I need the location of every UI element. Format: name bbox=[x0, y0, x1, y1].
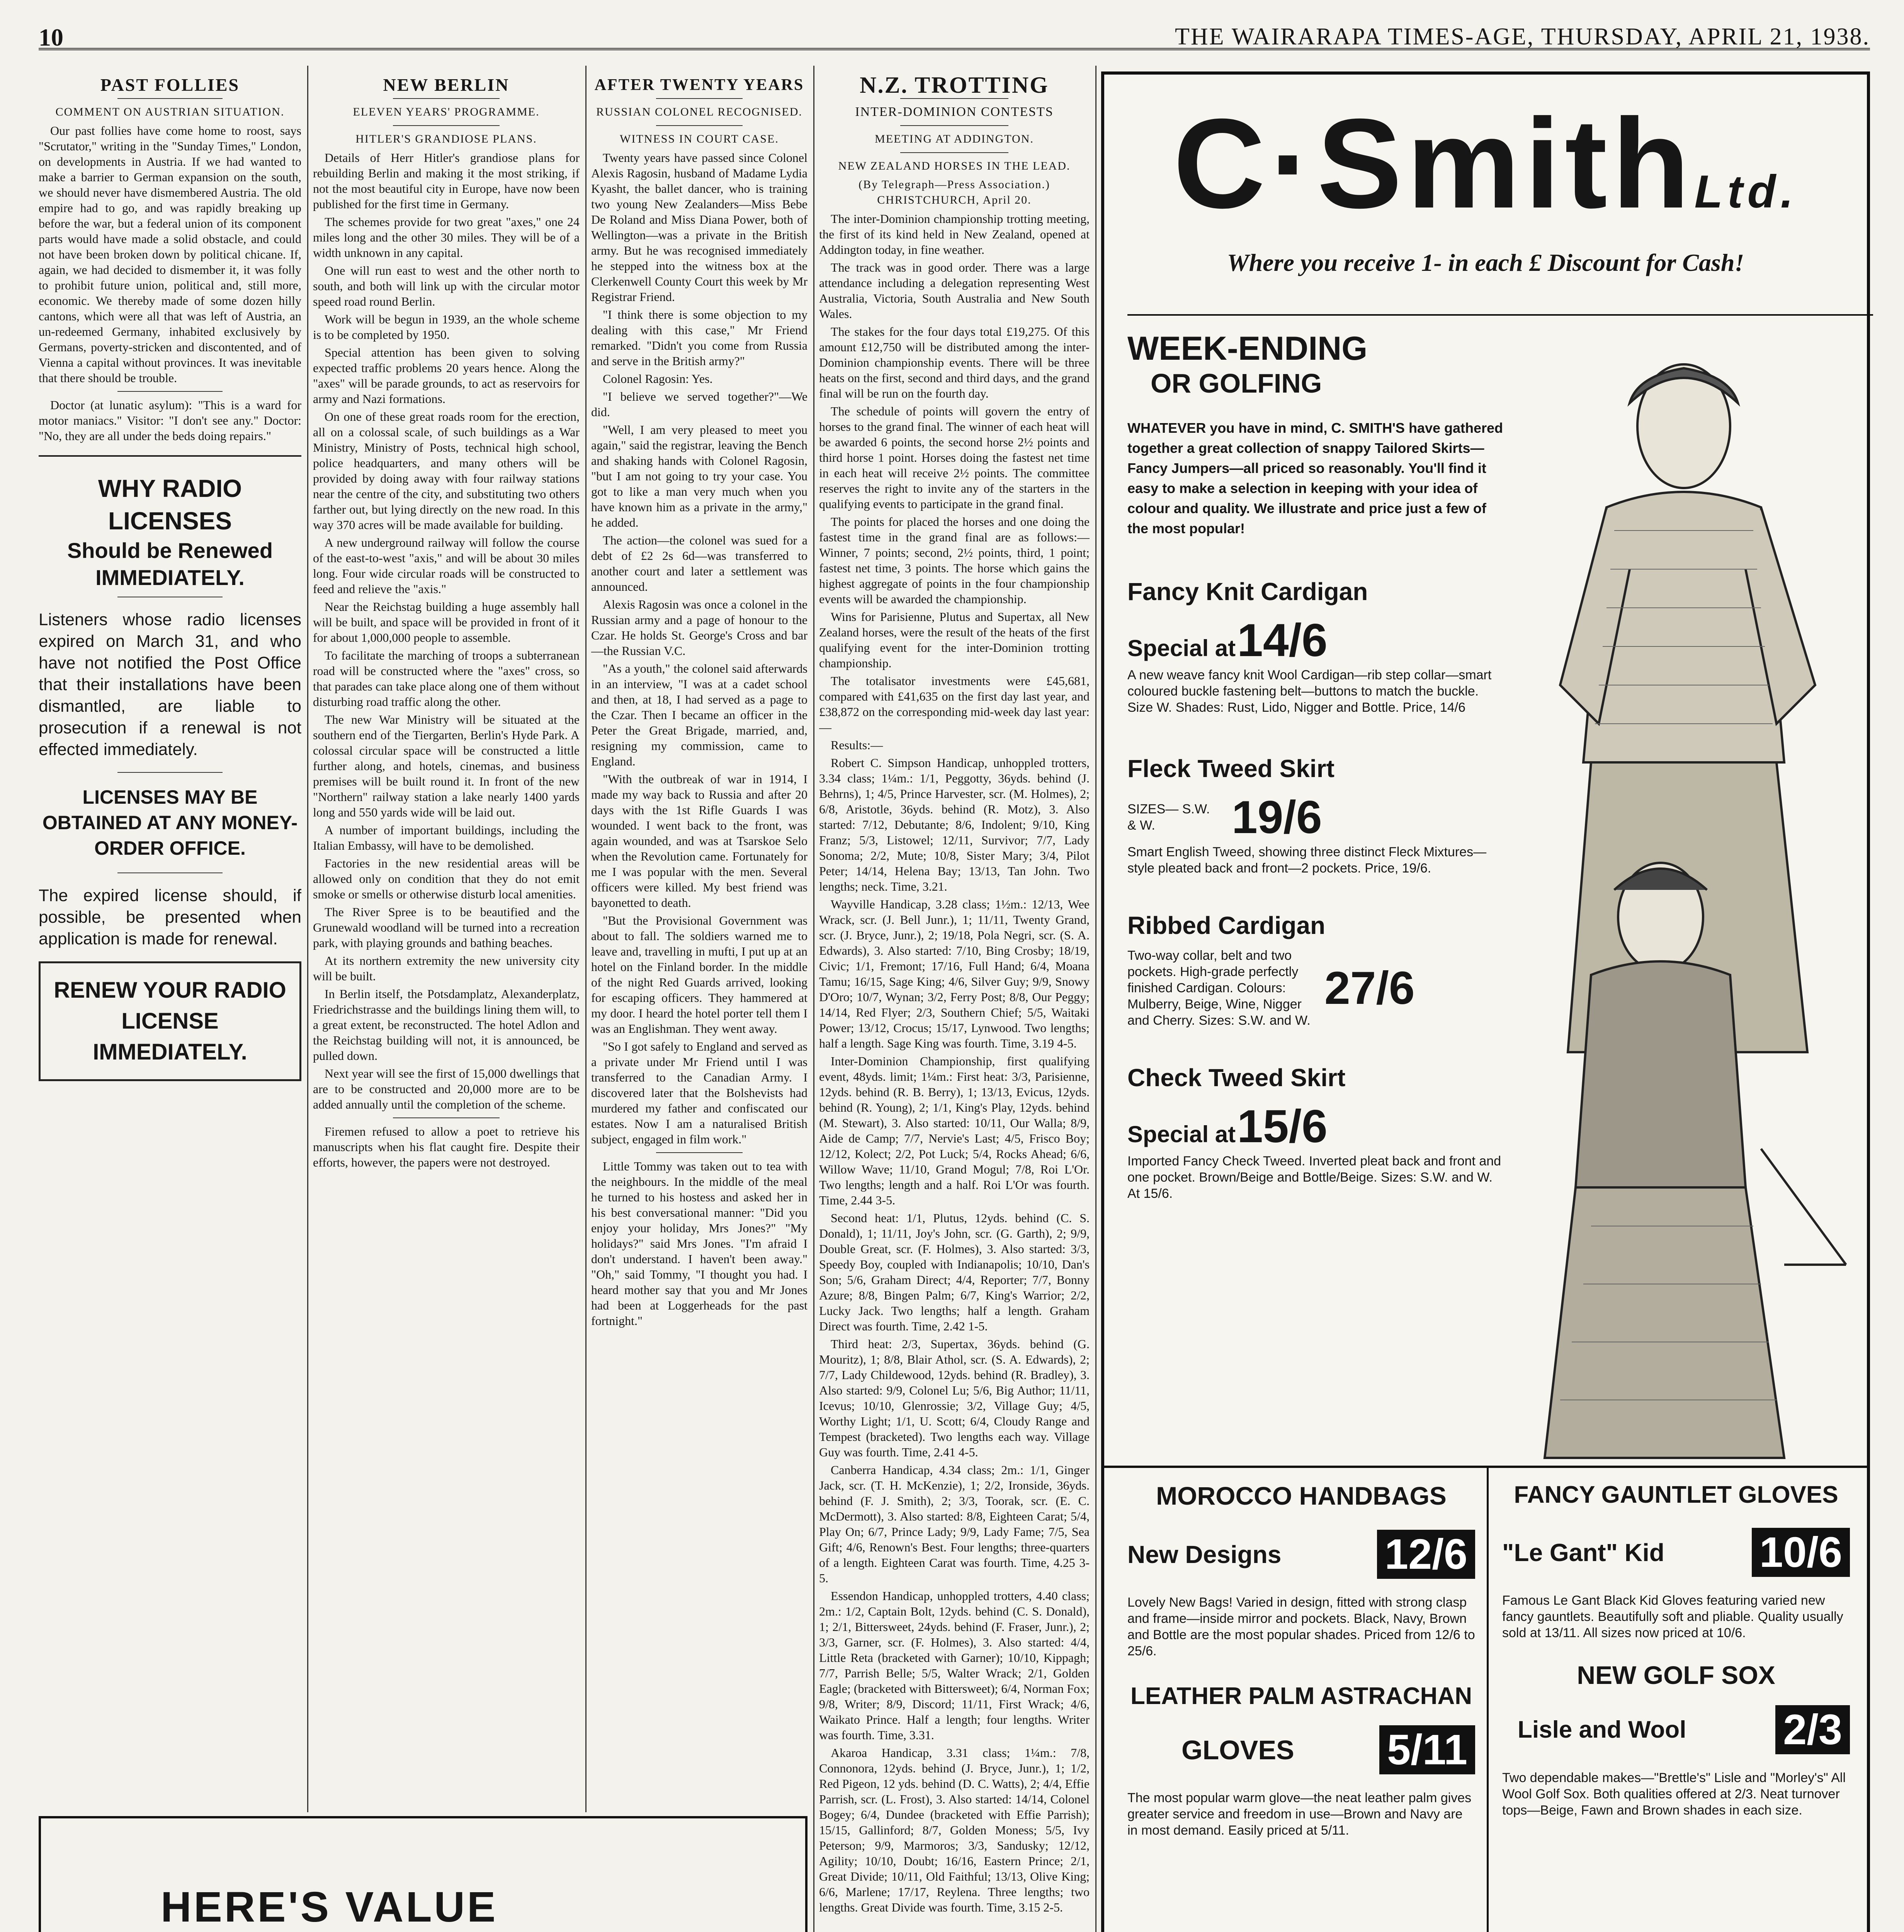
article-paragraph: "With the outbreak of war in 1914, I made my way back to Russia and after 20 days with the 1st Rifle Guards I was wounded. I went back to the front, was again wounded, and was at Tsarskoe Selo when the Revolution came. Fortunately for me I was popular with the men. Several officers were killed. My best friend was bayonetted to death. bbox=[591, 772, 808, 910]
article-paragraph: "So I got safely to England and served as a private under Mr Friend until I was transferred to the Canadian Army. I discovered later that the Bolshevists had murdered my father and confiscated our estates. Now I am a naturalised British subject, engaged in film work." bbox=[591, 1039, 808, 1146]
joke-paragraph: Doctor (at lunatic asylum): "This is a ward for motor maniacs." Visitor: "I don't see any." Doctor: "No, they are all under the beds doing repairs." bbox=[39, 398, 301, 443]
race-result: Akaroa Handicap, 3.31 class; 1¼m.: 7/8, Connonora, 12yds. behind (J. Bryce, Junr.), 1; 1/2, Red Pigeon, 12 yds. behind (D. C. Watts), 2; 4/4, Effie Parrish, scr. (L. Frost), 3. Also started: 14/14, Colonel Bogey; 6/4, Dundee (bracketed with Effie Parrish); 15/15, Gallinford; 8/7, Golden Moness; 5/5, Ivy Peterson; 9/9, Marmoros; 3/3, Sandusky; 12/12, Agility; 10/10, Doubt; 16/16, Eastern Prince; 2/1, Great Divide; 10/11, Old Faithful; 13/13, Olive King; 6/6, Marlene; 17/17, Reylena. Three lengths; two lengths. Great Divide was fourth. Time, 3.15 2-5. bbox=[819, 1746, 1090, 1914]
article-paragraph: Next year will see the first of 15,000 dwellings that are to be constructed and 20,000 more are to be added annually until the completion of the scheme. bbox=[313, 1066, 580, 1111]
gauntlet-heading: FANCY GAUNTLET GLOVES bbox=[1514, 1481, 1838, 1508]
article-subheading: INTER-DOMINION CONTESTS bbox=[855, 105, 1054, 119]
race-result: Canberra Handicap, 4.34 class; 2m.: 1/1, Ginger Jack, scr. (T. H. McKenzie), 1; 2/2, Ironside, 36yds. behind (F. J. Smith), 2; 3/3, Toorak, scr. (E. C. McDermott), 3. Also started: 8/8, Eighteen Carat; 5/4, Play On; 6/7, Prince Lady; 9/9, Lady Fame; 7/5, Sea Gift; 4/6, Renown's Best. Four lengths; three-quarters of a length. Eighteen Carat was fourth. Time, 4.25 3-5. bbox=[819, 1463, 1090, 1585]
divider bbox=[656, 125, 743, 126]
overcoats-heading-1: HERE'S VALUE bbox=[161, 1883, 498, 1931]
article-paragraph: Near the Reichstag building a huge assembly hall will be built, and space will be provided in front of it for about 1,000,000 people to assemble. bbox=[313, 600, 580, 645]
item-price: 14/6 bbox=[1237, 614, 1328, 666]
item-description: Imported Fancy Check Tweed. Inverted pleat back and front and one pocket. Brown/Beige and Bottle/Beige. Sizes: S.W. and W. At 15/6. bbox=[1127, 1154, 1501, 1201]
page-number: 10 bbox=[39, 24, 63, 51]
gloves-subheading: GLOVES bbox=[1182, 1735, 1294, 1765]
article-paragraph: One will run east to west and the other north to south, and both will link up with the circular motor speed road round Berlin. bbox=[313, 264, 580, 308]
article-paragraph: Our past follies have come home to roost, says "Scrutator," writing in the "Sunday Times," London, on developments in Austria. If we had wanted to make a barrier to German expansion on the south, we should never have dismembered Austria. The old empire had to go, and was rapidly breaking up before the war, but a federal union of its component parts would have made a solid obstacle, and could not have been broken down by political chicane. If, again, we had decided to dismember it, it was folly to prohibit future union, political and, still more, economic. We thereby made of some dozen hilly cantons, which were all that was left of Austria, an un-redeemed Germany, inhabited exclusively by Germans, poverty-stricken and discontented, and of Vienna a capital without provinces. It was inevitable that there should be trouble. bbox=[39, 124, 301, 385]
item-description: Two-way collar, belt and two pockets. High-grade perfectly finished Cardigan. Colours: Mulberry, Beige, Wine, Nigger and Cherry. Sizes: S.W. and W. bbox=[1127, 948, 1311, 1028]
article-paragraph: "I believe we served together?"—We did. bbox=[591, 389, 808, 419]
race-result: Second heat: 1/1, Plutus, 12yds. behind (C. S. Donald), 1; 11/11, Joy's John, scr. (G. Garth), 2; 9/9, Double Great, scr. (F. Holmes), 3. Also started: 3/3, Speedy Boy, coupled with Indianapolis; 10/10, Dan's Son; 5/6, Graham Direct; 4/4, Reporter; 7/7, Bonny Azure; 8/8, Bingen Palm; 6/7, King's Warrior; 2/2, Lucky Jack. Two lengths; half a length. Graham Direct was fourth. Time, 2.42 1-5. bbox=[819, 1211, 1090, 1333]
column-rule bbox=[1095, 66, 1096, 1932]
newspaper-title: THE WAIRARAPA TIMES-AGE, THURSDAY, APRIL 21, 1938. bbox=[1175, 24, 1870, 50]
radio-heading-2: Should be Renewed IMMEDIATELY. bbox=[67, 538, 273, 590]
article-paragraph: Colonel Ragosin: Yes. bbox=[603, 372, 713, 386]
handbags-description: Lovely New Bags! Varied in design, fitted with strong clasp and frame—inside mirror and pockets. Black, Navy, Brown and Bottle are the most popular shades. Priced from 12/6 to 25/6. bbox=[1127, 1595, 1475, 1658]
gloves-heading: LEATHER PALM ASTRACHAN bbox=[1130, 1683, 1472, 1709]
article-subheading: MEETING AT ADDINGTON. bbox=[875, 133, 1034, 145]
article-subheading: ELEVEN YEARS' PROGRAMME. bbox=[353, 105, 540, 118]
divider bbox=[656, 98, 743, 99]
article-paragraph: Results:— bbox=[831, 738, 883, 752]
article-paragraph: To facilitate the marching of troops a subterranean road will be constructed where the "axes" cross, so that parades can take place along one of them without disturbing road traffic along the other. bbox=[313, 648, 580, 709]
article-paragraph: "As a youth," the colonel said afterwards in an interview, "I was at a cadet school and then, at 18, I had served as a page to the Czar. Then I became an officer in the Peter the Great Brigade, married, and, resigning my commission, came to England. bbox=[591, 662, 808, 768]
divider bbox=[117, 872, 223, 873]
article-paragraph: A number of important buildings, including the Italian Embassy, will have to be demolished. bbox=[313, 823, 580, 852]
radio-heading-3: LICENSES MAY BE OBTAINED AT ANY MONEY-ORDER OFFICE. bbox=[42, 786, 298, 859]
article-paragraph: The schedule of points will govern the entry of horses to the grand final. The winner of each heat will be awarded 6 points, the second horse 2½ points and third horse 1 point. Horses doing the fastest net time in each heat will receive 2½ points. The committee reserves the right to invite any of the starters in the qualifying events to participate in the grand final. bbox=[819, 404, 1090, 511]
women-in-knitwear-illustration bbox=[1514, 337, 1854, 1477]
handbags-price: 12/6 bbox=[1377, 1530, 1475, 1579]
race-result: Robert C. Simpson Handicap, unhoppled trotters, 3.34 class; 1¼m.: 1/1, Peggotty, 36yds. behind (J. Behrns), 1; 4/5, Prince Harvester, scr. (M. Holmes), 2; 6/8, Aristotle, 36yds. behind (R. Motz), 3. Also started: 7/12, Debutante; 8/6, Indolent; 9/10, King Franz; 5/3, Listowel; 12/11, Survivor; 7/7, Lady Sonoma; 2/2, Mute; 10/8, Sister Mary; 3/4, Pilot Peter; 14/14, Helena Bay; 13/13, Tan John. Two lengths; neck. Time, 3.21. bbox=[819, 756, 1090, 893]
article-subheading: NEW ZEALAND HORSES IN THE LEAD. bbox=[838, 160, 1071, 172]
article-paragraph: Work will be begun in 1939, an the whole scheme is to be completed by 1950. bbox=[313, 312, 580, 342]
item-price: 15/6 bbox=[1237, 1100, 1328, 1152]
race-result: Third heat: 2/3, Supertax, 36yds. behind (G. Mouritz), 1; 8/8, Blair Athol, scr. (S. A. Edwards), 2; 7/7, Lady Childewood, 12yds. behind (R. Bradley), 3. Also started: 9/9, Colonel Lu; 5/6, Big Author; 11/11, Icevus; 10/10, Glenrossie; 3/2, Village Guy; 4/5, Worthy Light; 1/1, U. Scott; 6/4, Cloudy Range and Tempest (bracketed). Two lengths each way. Village Guy was fourth. Time, 2.41 4-5. bbox=[819, 1337, 1090, 1459]
divider bbox=[117, 772, 223, 773]
column-after-twenty-years bbox=[591, 70, 808, 1801]
article-paragraph: The totalisator investments were £45,681, compared with £41,635 on the first day last year, and £38,872 on the corresponding mid-week day last year:— bbox=[819, 674, 1090, 734]
special-label: Special at bbox=[1127, 1121, 1236, 1147]
article-paragraph: "I think there is some objection to my dealing with this case," Mr Friend remarked. "Didn't you come from Russia and serve in the British army?" bbox=[591, 308, 808, 368]
logo-text: C·Smith bbox=[1173, 92, 1695, 235]
special-label: Special at bbox=[1127, 635, 1236, 661]
article-paragraph: A new underground railway will follow the course of the east-to-west "axis," and will be about 30 miles long. Four wide circular roads will be constructed to feed and relieve the "axis." bbox=[313, 536, 580, 596]
article-paragraph: The River Spree is to be beautified and the Grunewald woodland will be turned into a recreation park, with playing grounds and bathing beaches. bbox=[313, 905, 580, 950]
divider bbox=[117, 98, 223, 99]
article-paragraph: The inter-Dominion championship trotting meeting, the first of its kind held in New Zealand, opened at Addington today, in fine weather. bbox=[819, 212, 1090, 257]
divider bbox=[900, 125, 1008, 126]
gloves-description: The most popular warm glove—the neat leather palm gives greater service and freedom in use—Brown and Navy are in most demand. Easily priced at 5/11. bbox=[1127, 1791, 1472, 1838]
item-price: 27/6 bbox=[1324, 962, 1415, 1014]
csmith-logo bbox=[1104, 92, 1867, 257]
column-nz-trotting bbox=[819, 70, 1090, 1932]
article-paragraph: The points for placed the horses and one doing the fastest time in the grand final are as follows:—Winner, 7 points; second, 2½ points, third, 1 point; fastest net time, 3 points. The horse which gains the highest aggregate of points in the four championship events will be awarded the championship. bbox=[819, 515, 1090, 606]
sox-description: Two dependable makes—"Brettle's" Lisle and "Morley's" All Wool Golf Sox. Both qualities offered at 2/3. Neat turnover tops—Beige, Fawn and Brown shades in each size. bbox=[1502, 1770, 1846, 1818]
or-golfing-heading: OR GOLFING bbox=[1151, 368, 1322, 398]
radio-text-2: The expired license should, if possible, be presented when application is made for renewal. bbox=[39, 886, 301, 948]
item-description: Smart English Tweed, showing three distinct Fleck Mixtures—style pleated back and front—2 pockets. Price, 19/6. bbox=[1127, 845, 1487, 876]
article-heading: NEW BERLIN bbox=[383, 75, 510, 95]
gauntlet-price: 10/6 bbox=[1752, 1528, 1850, 1577]
divider bbox=[900, 152, 1008, 153]
article-paragraph: The schemes provide for two great "axes," one 24 miles long and the other 30 miles. They will be of a width unknown in any capital. bbox=[313, 215, 580, 260]
article-paragraph: "But the Provisional Government was about to fall. The soldiers warned me to leave and, travelling in mufti, I put up at an hotel on the Finland border. In the middle of the night Red Guards arrived, looking for escaping officers. They hammered at my door. I heard the hotel porter tell them I was an Englishman. They went away. bbox=[591, 913, 808, 1036]
article-paragraph: On one of these great roads room for the erection, all on a colossal scale, of such buildings as a War Ministry, Ministry of Posts, technical high school, police headquarters, and many others will be provided by doing away with four railway stations near the centre of the city, and substituting two others farther out, but lying directly on the new road. In this way 370 acres will be made available for building. bbox=[313, 410, 580, 532]
article-paragraph: The track was in good order. There was a large attendance including a delegation representing West Australia, Victoria, South Australia and New South Wales. bbox=[819, 260, 1090, 321]
article-paragraph: The action—the colonel was sued for a debt of £2 2s 6d—was transferred to another court and later a settlement was announced. bbox=[591, 533, 808, 594]
article-subheading: HITLER'S GRANDIOSE PLANS. bbox=[355, 133, 537, 145]
radio-heading: WHY RADIO LICENSES bbox=[98, 474, 242, 535]
logo-suffix: Ltd. bbox=[1694, 166, 1798, 218]
sizes-label: SIZES— S.W. & W. bbox=[1127, 802, 1210, 833]
article-subheading: WITNESS IN COURT CASE. bbox=[620, 133, 779, 145]
column-rule bbox=[307, 66, 308, 1812]
radio-text: Listeners whose radio licenses expired on March 31, and who have not notified the Post Office that their installations have been dismantled, are liable to prosecution if a renewal is not effected immediately. bbox=[39, 610, 301, 759]
filler-paragraph: Firemen refused to allow a poet to retrieve his manuscripts when his flat caught fire. Despite their efforts, however, the papers were not destroyed. bbox=[313, 1124, 580, 1169]
article-paragraph: The stakes for the four days total £19,275. Of this amount £12,750 will be distributed among the inter-Dominion championship events. There will be three heats on the first, second and third days, and the grand final will be run on the fourth day. bbox=[819, 325, 1090, 400]
item-name: Ribbed Cardigan bbox=[1127, 912, 1326, 939]
item-name: Check Tweed Skirt bbox=[1127, 1064, 1346, 1092]
article-paragraph: Factories in the new residential areas will be allowed only on condition that they do not emit smoke or smells or otherwise disturb local amenities. bbox=[313, 856, 580, 901]
week-ending-heading: WEEK-ENDING bbox=[1127, 330, 1368, 367]
column-rule bbox=[585, 66, 586, 1812]
column-new-berlin bbox=[313, 70, 580, 1801]
article-paragraph: Twenty years have passed since Colonel Alexis Ragosin, husband of Madame Lydia Kyasht, the ballet dancer, who is training two young New Zealanders—Miss Bebe De Roland and Miss Diana Power, both of Wellington—was a private in the British army. But he was recognised immediately he stepped into the witness box at the Clerkenwell County Court this week by Mr Registrar Friend. bbox=[591, 151, 808, 304]
divider bbox=[393, 125, 500, 126]
item-description: A new weave fancy knit Wool Cardigan—rib step collar—smart coloured buckle fastening belt—buttons to match the buckle. Size W. Shades: Rust, Lido, Nigger and Bottle. Price, 14/6 bbox=[1127, 668, 1492, 715]
article-paragraph: In Berlin itself, the Potsdamplatz, Alexanderplatz, Friedrichstrasse and the buildings lining them will, to a great extent, be reconstructed. The hotel Adlon and the Reichstag building will not, it is announced, be pulled down. bbox=[313, 987, 580, 1063]
sox-subheading: Lisle and Wool bbox=[1518, 1716, 1686, 1743]
csmith-intro: WHATEVER you have in mind, C. SMITH'S have gathered together a great collection of snappy Tailored Skirts—Fancy Jumpers—all priced so reasonably. You'll find it easy to make a selection in keeping with your idea of colour and quality. We illustrate and price just a few of the most popular! bbox=[1127, 420, 1503, 536]
overcoats-advertisement bbox=[39, 1816, 808, 1932]
article-subheading: COMMENT ON AUSTRIAN SITUATION. bbox=[55, 105, 285, 118]
article-heading: PAST FOLLIES bbox=[100, 75, 240, 95]
item-price: 19/6 bbox=[1232, 791, 1322, 843]
csmith-advertisement bbox=[1101, 71, 1870, 1932]
handbags-subheading: New Designs bbox=[1127, 1540, 1282, 1568]
divider bbox=[900, 98, 1008, 99]
article-paragraph: Wins for Parisienne, Plutus and Supertax, all New Zealand horses, were the result of the heats of the first qualifying event for the inter-Dominion trotting championship. bbox=[819, 610, 1090, 670]
divider bbox=[117, 391, 223, 392]
article-paragraph: "Well, I am very pleased to meet you again," said the registrar, leaving the Bench and shaking hands with Colonel Ragosin, "but I am not going to try your case. You got to like a man very much when you have known him as a private in the army," he added. bbox=[591, 423, 808, 529]
handbags-heading: MOROCCO HANDBAGS bbox=[1156, 1481, 1447, 1510]
article-paragraph: Details of Herr Hitler's grandiose plans for rebuilding Berlin and making it the most striking, if not the most beautiful city in Europe, have now been published for the first time in Germany. bbox=[313, 151, 580, 211]
item-name: Fancy Knit Cardigan bbox=[1127, 578, 1368, 605]
fashion-illustration bbox=[1514, 337, 1854, 1477]
race-result: Essendon Handicap, unhoppled trotters, 4.40 class; 2m.: 1/2, Captain Bolt, 12yds. behind (C. S. Donald), 1; 2/1, Bittersweet, 24yds. behind (F. Fraser, Junr.), 2; 3/3, Garner, scr. (F. Holmes), 3. Also started: 4/4, Little Reta (bracketed with Garner); 10/10, Kippagh; 7/7, Parrish Belle; 5/5, Walter Wrack; 2/1, Golden Eagle; (bracketed with Bittersweet); 6/4, Norman Fox; 9/8, Writer; 8/9, Discord; 11/11, First Wrack; 4/6, Waikato Prince. Half a length; four lengths. Writer was fourth. Time, 3.31. bbox=[819, 1589, 1090, 1742]
race-result: Wayville Handicap, 3.28 class; 1½m.: 12/13, Wee Wrack, scr. (J. Bell Junr.), 1; 11/11, Twenty Grand, scr. (J. Bryce, Junr.), 2; 19/18, Pola Negri, scr. (S. A. Edwards), 3. Also started: 7/10, Bing Crosby; 18/19, Civic; 1/1, Fremont; 17/16, Full Hand; 6/4, Moana Tamu; 16/15, Sage King; 4/6, Silver Guy; 9/9, Snowy D'Oro; 10/7, Wynan; 3/2, Ferry Post; 8/8, Our Peggy; 14/14, Red Flyer; 2/3, Southern Chief; 5/5, Waitaki Power; 13/12, Crocus; 15/17, Lynwood. Two lengths; half a length. Sage King was fourth. Time, 3.19 4-5. bbox=[819, 897, 1090, 1050]
divider bbox=[393, 1117, 500, 1118]
article-heading: N.Z. TROTTING bbox=[860, 72, 1049, 98]
divider bbox=[656, 1152, 743, 1153]
csmith-tagline: Where you receive 1- in each £ Discount for Cash! bbox=[1227, 249, 1744, 276]
gloves-price: 5/11 bbox=[1379, 1725, 1475, 1774]
article-paragraph: The new War Ministry will be situated at the southern end of the Tiergarten, Berlin's Hyde Park. A colossal circular space will be constructed a little further along, and hotels, cinemas, and business premises will be built round it. In front of the new "Northern" railway station a lake nearly 1400 yards long and 550 yards wide will be laid out. bbox=[313, 713, 580, 819]
article-paragraph: At its northern extremity the new university city will be built. bbox=[313, 954, 580, 983]
gauntlet-subheading: "Le Gant" Kid bbox=[1502, 1538, 1664, 1566]
sox-price: 2/3 bbox=[1775, 1705, 1850, 1754]
article-subheading: RUSSIAN COLONEL RECOGNISED. bbox=[596, 105, 802, 118]
dateline: (By Telegraph—Press Association.) CHRISTCHURCH, April 20. bbox=[858, 178, 1050, 206]
divider bbox=[393, 98, 500, 99]
item-name: Fleck Tweed Skirt bbox=[1127, 755, 1334, 782]
sox-heading: NEW GOLF SOX bbox=[1577, 1661, 1775, 1689]
gauntlet-description: Famous Le Gant Black Kid Gloves featuring varied new fancy gauntlets. Beautifully soft and pliable. Quality usually sold at 13/11. All sizes now priced at 10/6. bbox=[1502, 1593, 1843, 1640]
race-result: Inter-Dominion Championship, first qualifying event, 48yds. limit; 1¼m.: First heat: 3/3, Parisienne, 12yds. behind (R. B. Berry), 1; 13/13, Evicus, 12yds. behind (R. Young), 2; 1/1, King's Play, 12yds. behind (M. Stewart), 3. Also started: 10/11, Our Walla; 8/9, Aide de Camp; 7/7, Nervie's Last; 4/5, Frisco Boy; 12/12, Kolect; 2/2, Pot Luck; 5/4, Rocks Ahead; 6/6, Willow Wave; 11/10, Grand Mogul; 7/8, Roi L'Or. Two lengths; length and a half. Roi L'Or was fourth. Time, 2.44 3-5. bbox=[819, 1054, 1090, 1207]
article-paragraph: Alexis Ragosin was once a colonel in the Russian army and a page of honour to the Czar. He holds St. George's Cross and bar—the Russian V.C. bbox=[591, 597, 808, 658]
filler-paragraph: Little Tommy was taken out to tea with the neighbours. In the middle of the meal he turned to his hostess and asked her in his best conversational manner: "Did you enjoy your holiday, Mrs Jones?" "My holidays?" said Mrs Jones. "I'm afraid I don't understand. I haven't been away." "Oh," said Tommy, "I thought you had. I heard mother say that you and Mr Jones had been at Loggerheads for the past fortnight." bbox=[591, 1159, 808, 1328]
column-past-follies bbox=[39, 70, 301, 1801]
article-heading: AFTER TWENTY YEARS bbox=[594, 76, 804, 94]
radio-renew-box: RENEW YOUR RADIO LICENSE IMMEDIATELY. bbox=[39, 961, 301, 1081]
article-paragraph: Special attention has been given to solving expected traffic problems 20 years hence. Along the "axes" will be parade grounds, to act as reservoirs for army and Nazi formations. bbox=[313, 345, 580, 406]
masthead bbox=[39, 15, 1870, 50]
column-rule bbox=[813, 66, 814, 1932]
